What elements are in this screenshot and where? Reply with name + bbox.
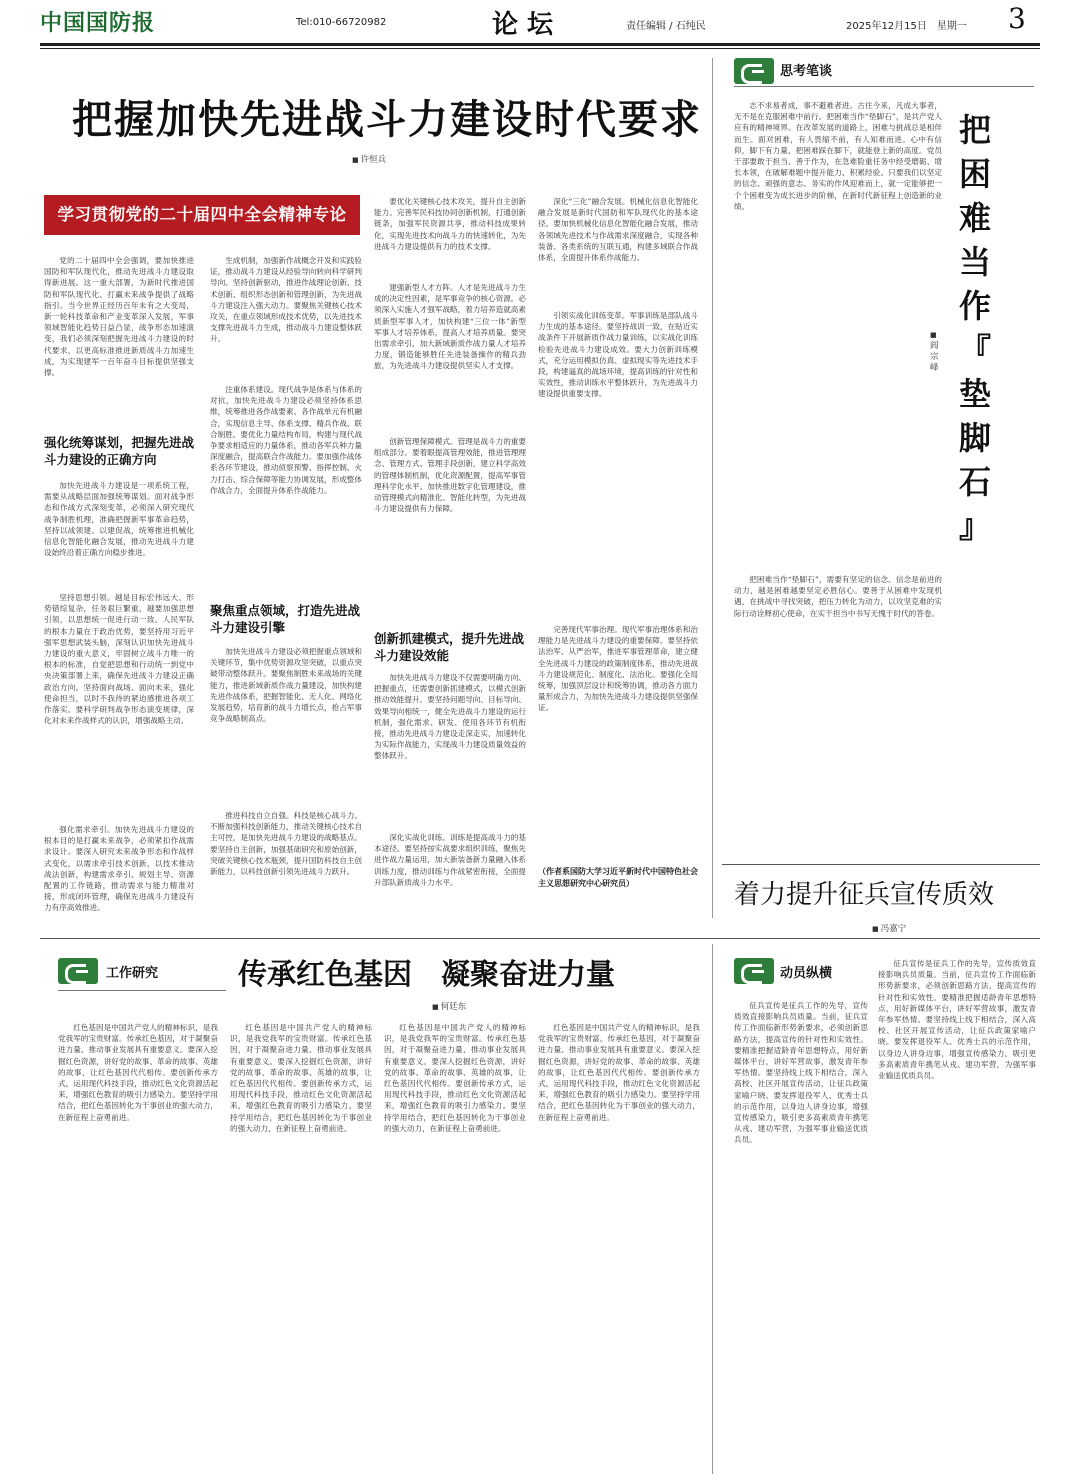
work-title-rule bbox=[58, 990, 226, 991]
body-text: 要优化关键核心技术攻关，提升自主创新能力。完善军民科技协同创新机制，打通创新链条，加强军民资源共享，推动科技成果转化，实现先进技术向战斗力的快速转化，为先进战斗力建设提供有力的技术支撑。 bbox=[374, 197, 526, 251]
recruit-body-text: 征兵宣传是征兵工作的先导，宣传质效直接影响兵员质量。当前，征兵宣传工作面临新形势新要求，必须创新思路方法，提高宣传的针对性和实效性。要精准把握适龄青年思想特点，用好新媒体平台，讲好军营故事，激发青年参军热情。要坚持线上线下相结合，深入高校、社区开展宣传活动，让征兵政策家喻户晓。要发挥退役军人、优秀士兵的示范作用，以身边人讲身边事，增强宣传感染力，吸引更多高素质青年携笔从戎、建功军营，为强军事业输送优质兵员。 bbox=[734, 1001, 868, 1145]
body-text: 党的二十届四中全会强调，要加快推进国防和军队现代化，推动先进战斗力建设取得新进展。这一重大部署，为新时代推进国防和军队现代化、打赢未来战争提供了战略指引。当今世界正经历百年未有之大变局，新一轮科技革命和产业变革深入发展，军事领域智能化趋势日益凸显，战争形态加速演变，我们必须深刻把握先进战斗力建设的时代要求，以更高标准推进新质战斗力加速生成，为实现建军一百年奋斗目标提供坚强支撑。 bbox=[44, 256, 194, 378]
column-divider bbox=[712, 944, 713, 1474]
body-text: 坚持思想引领。越是目标宏伟远大、形势错综复杂，任务艰巨繁重，越要加强思想引领，以思想统一促进行动一致。人民军队的根本力量在于政治优势，要坚持用习近平强军思想武装头脑，深刻认识加快先进战斗力建设的重大意义，牢固树立战斗力唯一的根本的标准，自觉把思想和行动统一到党中央决策部署上来，确保先进战斗力建设正确政治方向。坚持面向战场、面向未来，强化使命担当，以时不我待的紧迫感推进各项工作落实。要科学研判战争形态演变规律，深化对未来作战样式的认识，增强战略主动。 bbox=[44, 593, 194, 726]
body-text: 引领实战化训练变革。军事训练是部队战斗力生成的基本途径。要坚持战训一致，在贴近实战条件下开展新质作战力量训练，以实战化训练检验先进战斗力建设成效。要大力创新训练模式，充分运用模拟仿真、虚拟现实等先进技术手段，构建逼真的战场环境，提高训练的针对性和实效性，推动训练水平整体跃升，为先进战斗力建设提供重要支撑。 bbox=[538, 311, 698, 399]
page-header bbox=[0, 0, 1080, 44]
work-body-text: 红色基因是中国共产党人的精神标识，是我党我军的宝贵财富。传承红色基因，对于凝聚奋进力量、推动事业发展具有重要意义。要深入挖掘红色资源，讲好党的故事、革命的故事、英雄的故事，让红色基因代代相传。要创新传承方式，运用现代科技手段，推动红色文化资源活起来，增强红色教育的吸引力感染力。要坚持学用结合，把红色基因转化为干事创业的强大动力，在新征程上奋勇前进。 bbox=[230, 1023, 372, 1133]
body-text: 加快先进战斗力建设必须把握重点领域和关键环节，集中优势资源攻坚突破，以重点突破带动整体跃升。要聚焦制胜未来战场的关键能力，推进新域新质作战力量建设，加快构建先进作战体系，把握智能化、无人化、网络化发展趋势，培育新的战斗力增长点，抢占军事竞争战略制高点。 bbox=[210, 647, 362, 724]
vertical-title bbox=[952, 108, 998, 548]
recruit-article-author: ■ 冯嘉宁 bbox=[872, 922, 906, 934]
forum-logo-icon bbox=[734, 958, 774, 984]
body-text: 深化实战化训练。训练是提高战斗力的基本途径。要坚持按实战要求组织训练，聚焦先进作战力量运用，加大新装备新力量融入体系训练力度，推动训练与作战紧密衔接，全面提升部队新质战斗力水平。 bbox=[374, 833, 526, 887]
issue-date: 2025年12月15日 星期一 bbox=[846, 21, 967, 32]
body-text: 加快先进战斗力建设不仅需要明确方向、把握重点，还需要创新抓建模式，以模式创新推动效能提升。要坚持问题导向、目标导向、效果导向相统一，健全先进战斗力建设的运行机制，强化需求、研发、使用各环节有机衔接，推动先进战斗力建设走深走实，加速转化为实际作战能力，实现战斗力建设质量效益的整体跃升。 bbox=[374, 673, 526, 761]
body-text: 建强新型人才方阵。人才是先进战斗力生成的决定性因素，是军事竞争的核心资源。必须深入实施人才强军战略，着力培养造就高素质新型军事人才，加快构建“三位一体”新型军事人才培养体系，提高人才培养质量。要突出需求牵引，加大新域新质作战力量人才培养力度，锻造能够胜任先进装备操作的精兵劲旅，为先进战斗力建设提供坚实人才支撑。 bbox=[374, 283, 526, 371]
title-char: 石 bbox=[958, 463, 991, 501]
forum-logo-icon bbox=[734, 58, 774, 84]
body-text: 深化“三化”融合发展。机械化信息化智能化融合发展是新时代国防和军队现代化的基本途径。要加快机械化信息化智能化融合发展，推动各领域先进技术与作战需求深度融合，实现各种装备、各类系统的互联互通，构建多域联合作战体系，全面提升体系作战能力。 bbox=[538, 197, 698, 263]
notes-body-text: 把困难当作“垫脚石”，需要有坚定的信念。信念是前进的动力，越是困难越要坚定必胜信心。要善于从困难中发现机遇，在挑战中寻找突破，把压力转化为动力，以攻坚克难的实际行动诠释初心使命，在实干担当中书写无愧于时代的答卷。 bbox=[734, 575, 942, 618]
forum-logo-icon bbox=[58, 958, 98, 984]
title-char: 作 bbox=[958, 287, 991, 325]
recruit-article-title: 着力提升征兵宣传质效 bbox=[734, 880, 995, 910]
special-topic-banner bbox=[44, 195, 360, 235]
title-char: 脚 bbox=[958, 419, 991, 457]
body-text: 生成机制，加强新作战概念开发和实践验证，推动战斗力建设从经验导向转向科学研判导向。坚持创新驱动，推进作战理论创新、技术创新、组织形态创新和管理创新，为先进战斗力建设注入强大动力。要聚焦关键核心技术攻关，在重点领域形成技术优势，以先进技术支撑先进战斗力生成，推动战斗力建设整体跃升。 bbox=[210, 256, 362, 344]
title-char: 垫 bbox=[958, 375, 991, 413]
work-article-title: 传承红色基因 凝聚奋进力量 bbox=[238, 957, 616, 991]
header-rule-thin bbox=[40, 48, 1040, 49]
banner-text: 学习贯彻党的二十届四中全会精神专论 bbox=[57, 205, 347, 224]
body-text: 完善现代军事治理。现代军事治理体系和治理能力是先进战斗力建设的重要保障。要坚持依法治军、从严治军，推进军事管理革命，建立健全先进战斗力建设的政策制度体系，推动先进战斗力建设规范化、制度化、法治化。要强化全局统筹，加强顶层设计和统筹协调，推动各方面力量形成合力，为加快先进战斗力建设提供坚强保证。 bbox=[538, 625, 698, 713]
title-char: 把 bbox=[958, 111, 991, 149]
page-number: 3 bbox=[1008, 2, 1026, 35]
body-text: 注重体系建设。现代战争是体系与体系的对抗，加快先进战斗力建设必须坚持体系思维，统筹推进各作战要素、各作战单元有机融合，实现信息主导、体系支撑、精兵作战、联合制胜。要优化力量结构布局，构建与现代战争要求相适应的力量体系，推动各军兵种力量深度融合，提高联合作战能力。要加强作战体系各环节建设，推动侦察预警、指挥控制、火力打击、综合保障等能力协调发展，形成整体作战合力，全面提升体系作战能力。 bbox=[210, 385, 362, 495]
column-label: 工作研究 bbox=[106, 966, 159, 981]
lower-section-rule bbox=[40, 938, 1040, 939]
title-char: 』 bbox=[958, 507, 991, 545]
notes-author: ■ 阎宗峰 bbox=[930, 330, 942, 374]
author-affiliation: （作者系国防大学习近平新时代中国特色社会主义思想研究中心研究员） bbox=[538, 867, 698, 888]
editor-credit: 责任编辑 / 石纯民 bbox=[626, 21, 706, 32]
telephone: Tel:010-66720982 bbox=[296, 17, 387, 28]
work-body-text: 红色基因是中国共产党人的精神标识，是我党我军的宝贵财富。传承红色基因，对于凝聚奋进力量、推动事业发展具有重要意义。要深入挖掘红色资源，讲好党的故事、革命的故事、英雄的故事，让红色基因代代相传。要创新传承方式，运用现代科技手段，推动红色文化资源活起来，增强红色教育的吸引力感染力。要坚持学用结合，把红色基因转化为干事创业的强大动力，在新征程上奋勇前进。 bbox=[384, 1023, 526, 1133]
work-article-author: ■ 何廷东 bbox=[432, 1000, 466, 1012]
main-article-author: ■ 许恒兵 bbox=[352, 153, 386, 165]
recruit-body-text: 征兵宣传是征兵工作的先导，宣传质效直接影响兵员质量。当前，征兵宣传工作面临新形势新要求，必须创新思路方法，提高宣传的针对性和实效性。要精准把握适龄青年思想特点，用好新媒体平台，讲好军营故事，激发青年参军热情。要坚持线上线下相结合，深入高校、社区开展宣传活动，让征兵政策家喻户晓。要发挥退役军人、优秀士兵的示范作用，以身边人讲身边事，增强宣传感染力，吸引更多高素质青年携笔从戎、建功军营，为强军事业输送优质兵员。 bbox=[878, 959, 1036, 1081]
body-text: 强化需求牵引。加快先进战斗力建设的根本目的是打赢未来战争，必须紧扣作战需求设计。要深入研究未来战争形态和作战样式变化，以需求牵引技术创新，以技术推动战法创新，构建需求牵引、规划主导、资源配置的工作链路，推动需求与能力精准对接，形成闭环管理，确保先进战斗力建设有力有序高效推进。 bbox=[44, 825, 194, 913]
subheading: 创新抓建模式，提升先进战斗力建设效能 bbox=[374, 631, 525, 663]
header-rule bbox=[40, 43, 1040, 46]
masthead-logo: 中国国防报 bbox=[40, 10, 156, 36]
body-text: 创新管理保障模式。管理是战斗力的重要组成部分。要着眼提高管理效能，推进管理理念、管理方式、管理手段创新，建立科学高效的管理体制机制，优化资源配置，提高军事管理科学化水平。加快推进数字化管理建设，推动管理模式向精准化、智能化转型，为先进战斗力建设提供有力保障。 bbox=[374, 437, 526, 514]
column-label: 动员纵横 bbox=[780, 966, 833, 981]
subheading: 聚焦重点领域，打造先进战斗力建设引擎 bbox=[210, 603, 361, 635]
work-body-text: 红色基因是中国共产党人的精神标识，是我党我军的宝贵财富。传承红色基因，对于凝聚奋进力量、推动事业发展具有重要意义。要深入挖掘红色资源，讲好党的故事、革命的故事、英雄的故事，让红色基因代代相传。要创新传承方式，运用现代科技手段，推动红色文化资源活起来，增强红色教育的吸引力感染力。要坚持学用结合，把红色基因转化为干事创业的强大动力，在新征程上奋勇前进。 bbox=[538, 1023, 700, 1122]
work-body-text: 红色基因是中国共产党人的精神标识，是我党我军的宝贵财富。传承红色基因，对于凝聚奋进力量、推动事业发展具有重要意义。要深入挖掘红色资源，讲好党的故事、革命的故事、英雄的故事，让红色基因代代相传。要创新传承方式，运用现代科技手段，推动红色文化资源活起来，增强红色教育的吸引力感染力。要坚持学用结合，把红色基因转化为干事创业的强大动力，在新征程上奋勇前进。 bbox=[58, 1023, 218, 1122]
title-char: 难 bbox=[958, 199, 991, 237]
body-text: 加快先进战斗力建设是一项系统工程，需要从战略层面加强统筹谋划。面对战争形态和作战方式深刻变革，必须深入研究现代战争制胜机理，准确把握新军事革命趋势，坚持以战领建、以建促战，统筹推进机械化信息化智能化融合发展，推动先进战斗力建设始终沿着正确方向稳步推进。 bbox=[44, 481, 194, 558]
title-char: 困 bbox=[958, 155, 991, 193]
label-rule bbox=[734, 86, 1034, 87]
section-divider bbox=[722, 864, 1040, 865]
section-name: 论 坛 bbox=[492, 10, 554, 40]
column-label: 思考笔谈 bbox=[780, 64, 833, 79]
title-char: 『 bbox=[958, 331, 991, 369]
main-article-title: 把握加快先进战斗力建设时代要求 bbox=[72, 96, 702, 143]
title-char: 当 bbox=[958, 243, 991, 281]
body-text: 推进科技自立自强。科技是核心战斗力。不断加强科技创新能力，推动关键核心技术自主可控，是加快先进战斗力建设的战略基点。要坚持自主创新，加强基础研究和原始创新，突破关键核心技术瓶颈，提升国防科技自主创新能力，以科技创新引领先进战斗力跃升。 bbox=[210, 811, 362, 877]
column-divider bbox=[712, 58, 713, 918]
subheading: 强化统筹谋划，把握先进战斗力建设的正确方向 bbox=[44, 435, 195, 467]
notes-body-text: 志不求易者成，事不避难者进。古往今来，凡成大事者，无不是在克服困难中前行。把困难当作“垫脚石”，是共产党人应有的精神境界。在改革发展的道路上，困难与挑战总是相伴而生。面对困难，有人畏缩不前，有人知难而进。心中有信仰，脚下有力量，把困难踩在脚下，就能登上新的高度。党员干部要敢于担当、善于作为，在急难险重任务中经受磨砺、增长本领，在破解难题中提升能力、积累经验。只要我们以坚定的信念、顽强的意志、务实的作风迎难而上，就一定能够把一个个困难变为成长进步的阶梯，在新时代新征程上创造新的业绩。 bbox=[734, 101, 942, 211]
